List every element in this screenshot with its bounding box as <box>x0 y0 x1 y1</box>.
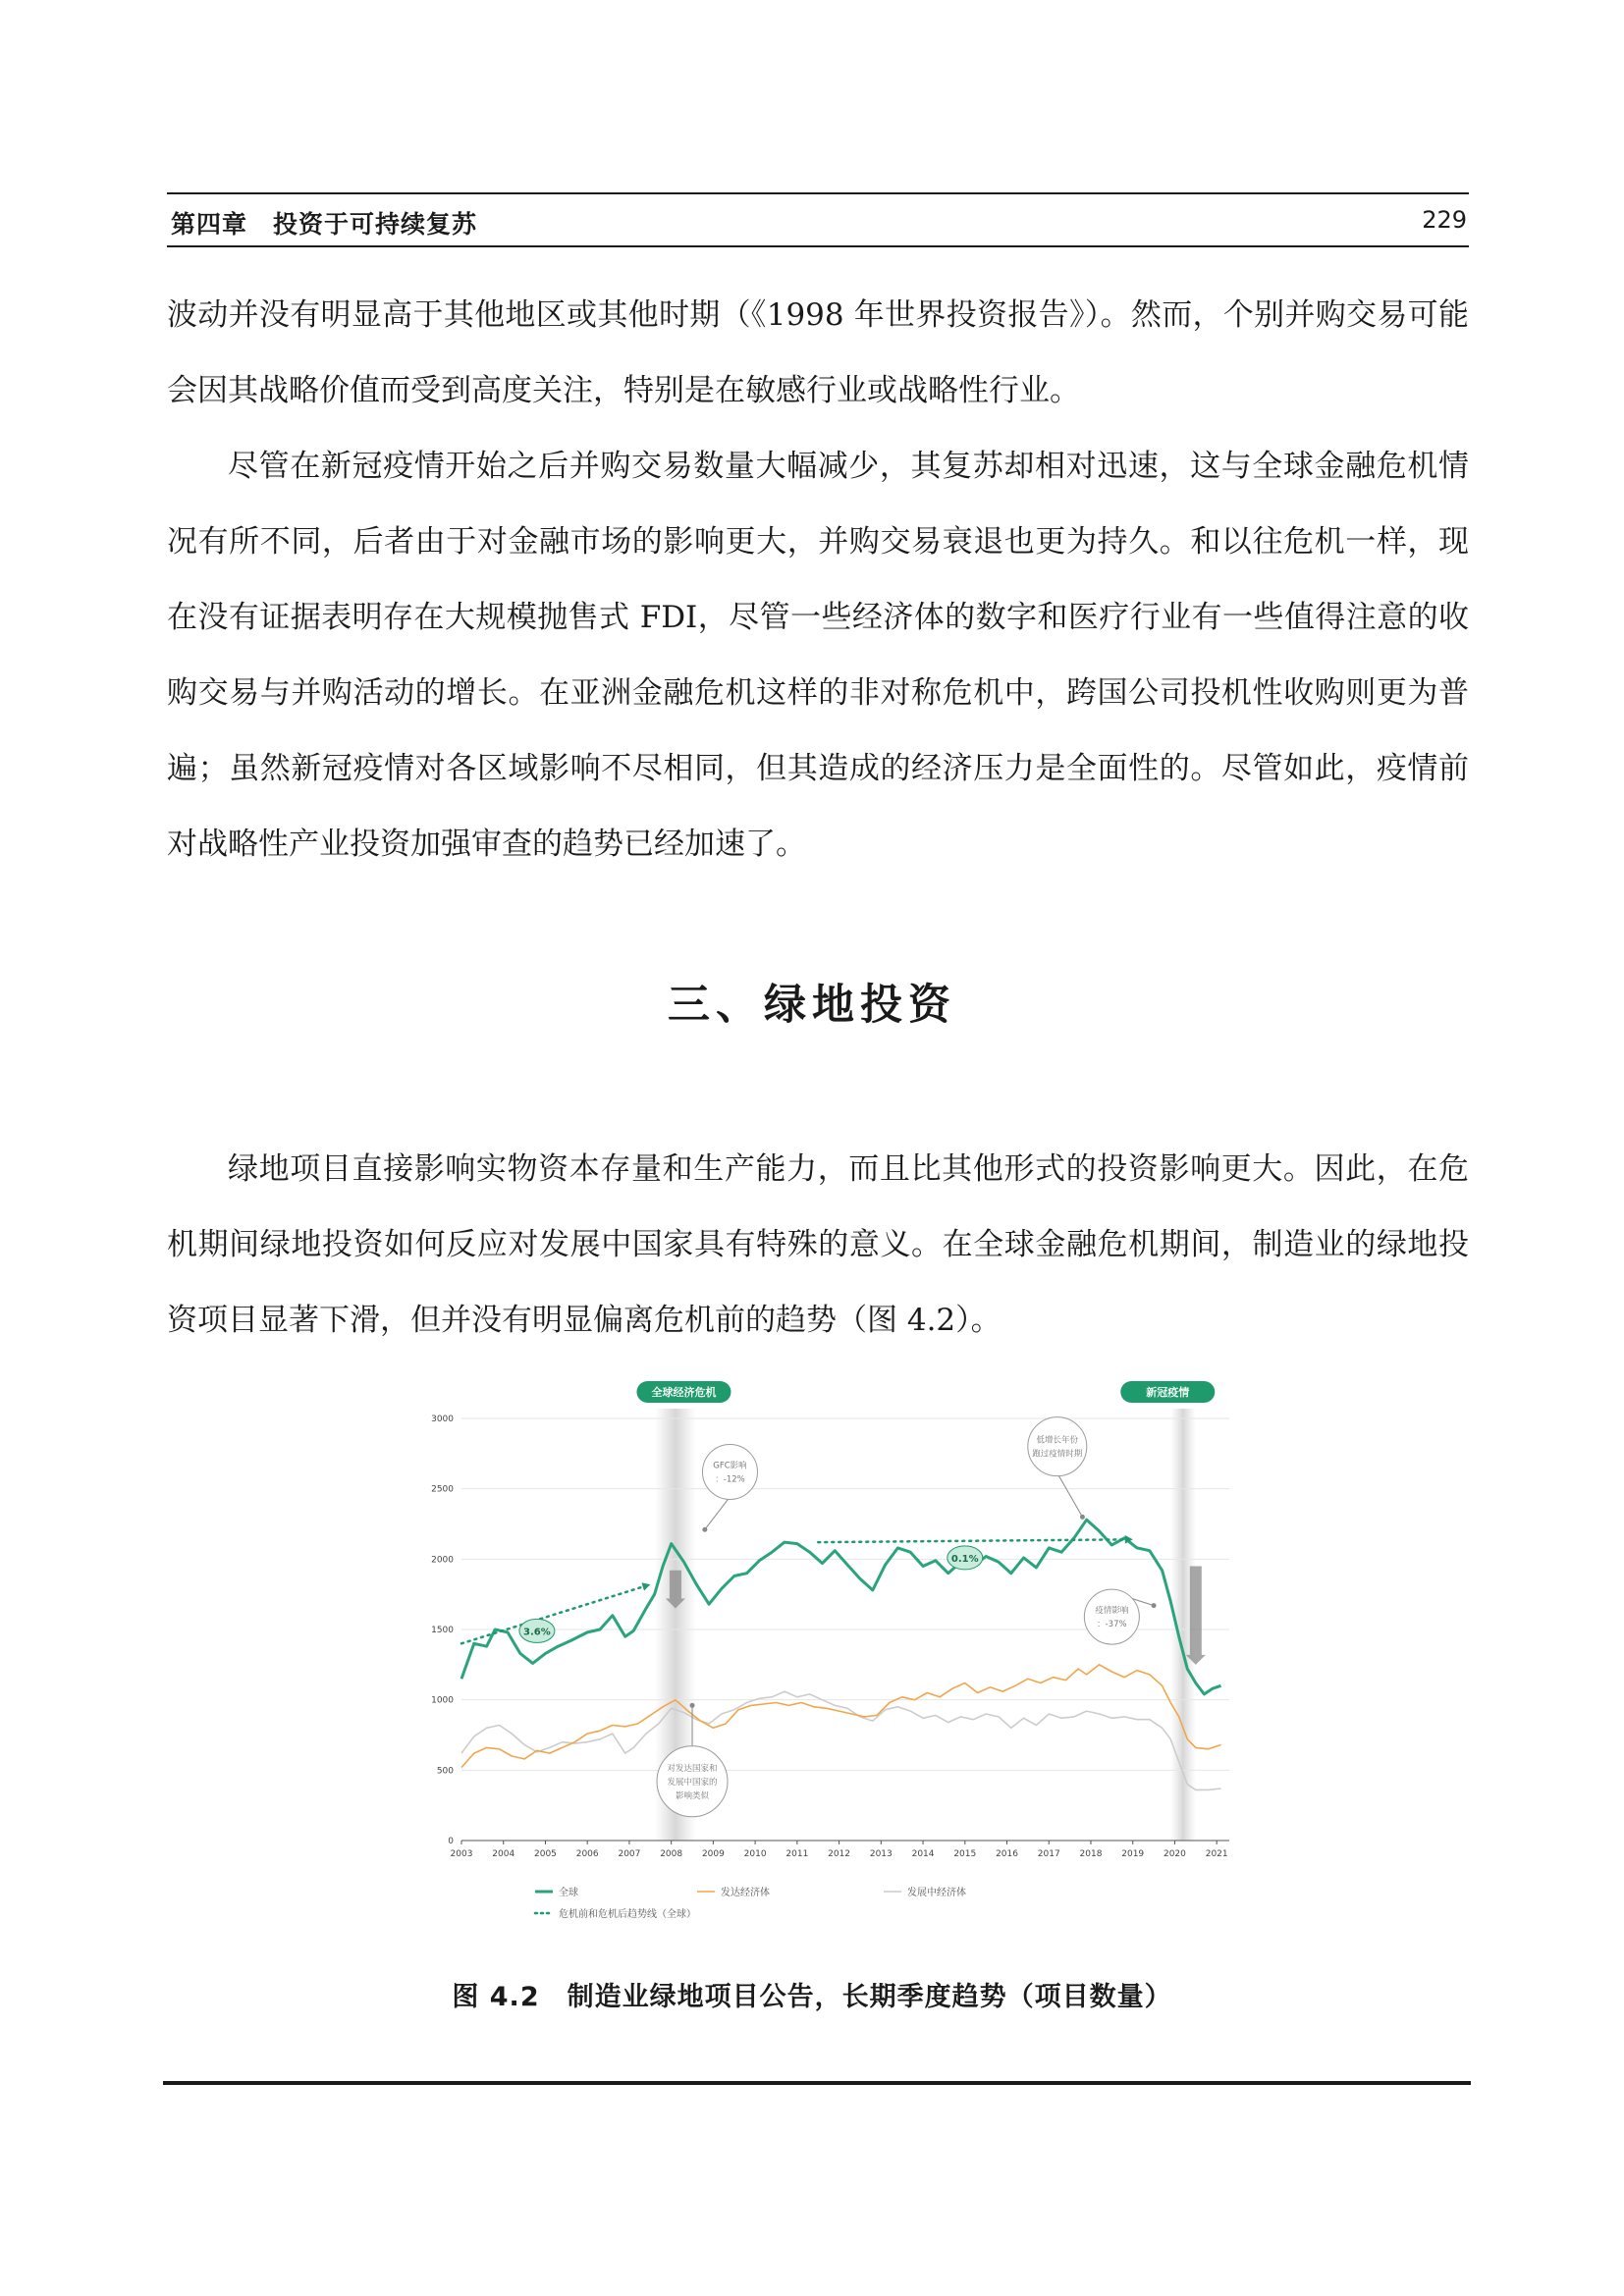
bottom-rule <box>163 2081 1471 2085</box>
gfc-impact-callout-circle <box>702 1444 757 1499</box>
x-tick-label: 2007 <box>618 1849 641 1859</box>
similar-impact-callout-text: 影响类似 <box>676 1790 710 1801</box>
figure-4-2 <box>412 1379 1296 1949</box>
legend-label-2: 发展中经济体 <box>907 1888 966 1898</box>
x-tick-label: 2006 <box>575 1849 599 1859</box>
series-line-2 <box>461 1691 1221 1789</box>
page-number: 229 <box>1422 206 1467 234</box>
x-tick-label: 2005 <box>534 1849 557 1859</box>
legend-label-1: 发达经济体 <box>721 1888 770 1898</box>
similar-impact-callout-text: 对发达国家和 <box>667 1763 718 1774</box>
x-tick-label: 2003 <box>450 1849 473 1859</box>
x-tick-label: 2020 <box>1163 1849 1186 1859</box>
x-tick-label: 2019 <box>1121 1849 1145 1859</box>
covid-badge-label: 新冠疫情 <box>1146 1386 1190 1399</box>
slow-growth-callout-text: 跑过疫情时期 <box>1032 1449 1083 1460</box>
gfc-impact-callout-text: ：-12% <box>715 1474 745 1485</box>
x-tick-label: 2012 <box>828 1849 851 1859</box>
x-tick-label: 2009 <box>701 1849 725 1859</box>
covid-impact-callout-dot <box>1152 1603 1157 1608</box>
body-paragraph-2: 尽管在新冠疫情开始之后并购交易数量大幅减少，其复苏却相对迅速，这与全球金融危机情况有所不同，后者由于对金融市场的影响更大，并购交易衰退也更为持久。和以往危机一样，现在没有证据表明存在大规模抛售式 FDI，尽管一些经济体的数字和医疗行业有一些值得注意的收购交易与并购活动的增长。在亚洲金融危机这样的非对称危机中，跨国公司投机性收购则更为普遍；虽然新冠疫情对各区域影响不尽相同，但其造成的经济压力是全面性的。尽管如此，疫情前对战略性产业投资加强审查的趋势已经加速了。 <box>167 449 1469 862</box>
greenfield-trend-chart <box>412 1379 1296 1949</box>
body-paragraph-1: 波动并没有明显高于其他地区或其他时期（《1998 年世界投资报告》）。然而，个别并购交易可能会因其战略价值而受到高度关注，特别是在敏感行业或战略性行业。 <box>167 297 1469 408</box>
slow-growth-callout-text: 低增长年份 <box>1036 1435 1079 1446</box>
x-tick-label: 2008 <box>660 1849 683 1859</box>
x-tick-label: 2014 <box>911 1849 935 1859</box>
y-tick-label: 2000 <box>431 1555 454 1566</box>
x-tick-label: 2016 <box>996 1849 1018 1859</box>
y-tick-label: 1000 <box>431 1695 454 1706</box>
y-tick-label: 3000 <box>431 1415 454 1424</box>
gfc-impact-callout-leader <box>705 1497 731 1530</box>
y-tick-label: 2500 <box>431 1484 454 1495</box>
chapter-title: 第四章 投资于可持续复苏 <box>171 210 478 239</box>
legend-label-trend: 危机前和危机后趋势线（全球） <box>559 1909 696 1920</box>
post-trend-label: 0.1% <box>950 1553 979 1565</box>
trend-line-1 <box>818 1539 1132 1542</box>
similar-impact-callout-text: 发展中国家的 <box>667 1777 718 1788</box>
trend-line-0 <box>461 1584 650 1643</box>
y-tick-label: 500 <box>436 1766 454 1777</box>
gfc-impact-callout-dot <box>702 1527 707 1532</box>
slow-growth-callout-dot <box>1080 1515 1085 1520</box>
body-paragraph-3: 绿地项目直接影响实物资本存量和生产能力，而且比其他形式的投资影响更大。因此，在危机期间绿地投资如何反应对发展中国家具有特殊的意义。在全球金融危机期间，制造业的绿地投资项目显著下滑，但并没有明显偏离危机前的趋势（图 4.2）。 <box>167 1151 1469 1338</box>
section-title: 三、绿地投资 <box>668 981 956 1030</box>
x-tick-label: 2013 <box>869 1849 893 1859</box>
slow-growth-callout-circle <box>1028 1417 1087 1476</box>
covid-impact-callout-text: ：-37% <box>1097 1620 1127 1630</box>
y-tick-label: 0 <box>448 1837 454 1846</box>
gfc-badge-label: 全球经济危机 <box>651 1386 717 1399</box>
x-tick-label: 2017 <box>1037 1849 1060 1859</box>
figure-caption: 图 4.2 制造业绿地项目公告，长期季度趋势（项目数量） <box>452 1982 1172 2012</box>
similar-impact-callout-dot <box>690 1703 695 1708</box>
covid-impact-callout-circle <box>1084 1589 1139 1644</box>
running-header <box>167 192 1469 247</box>
y-tick-label: 1500 <box>431 1626 454 1635</box>
covid-impact-callout-text: 疫情影响 <box>1095 1606 1129 1617</box>
gfc-impact-callout-text: GFC影响 <box>713 1461 747 1471</box>
x-tick-label: 2021 <box>1205 1849 1228 1859</box>
legend-label-0: 全球 <box>559 1888 578 1898</box>
pre-trend-label: 3.6% <box>523 1627 551 1638</box>
trend-arrowhead <box>641 1582 650 1590</box>
x-tick-label: 2011 <box>785 1849 809 1859</box>
x-tick-label: 2018 <box>1079 1849 1103 1859</box>
slow-growth-callout-leader <box>1057 1473 1083 1518</box>
x-tick-label: 2010 <box>743 1849 767 1859</box>
x-tick-label: 2004 <box>492 1849 515 1859</box>
x-tick-label: 2015 <box>953 1849 977 1859</box>
